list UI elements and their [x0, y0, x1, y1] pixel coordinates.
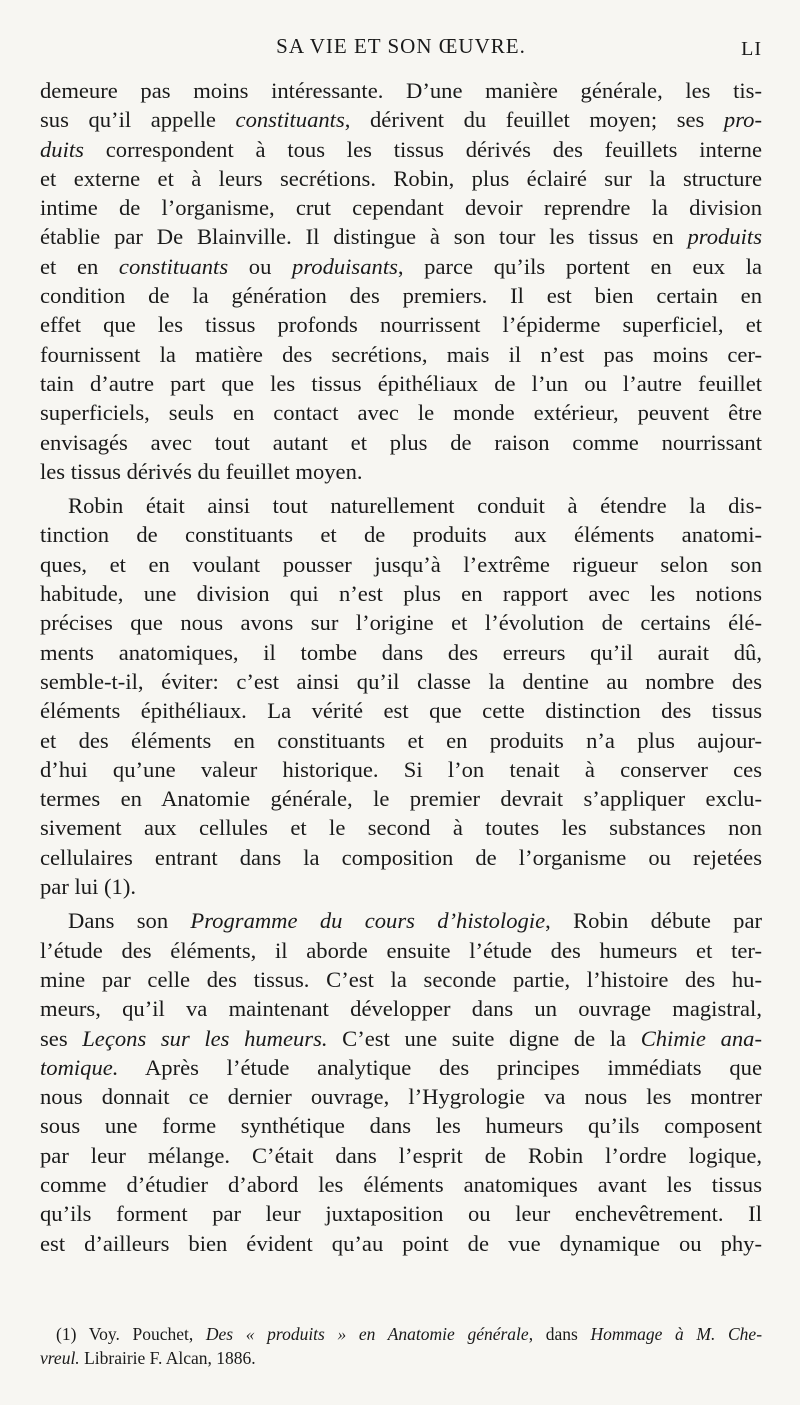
text-line: sous une forme synthétique dans les humeurs qu’ils composent: [40, 1113, 762, 1139]
text-line: condition de la génération des premiers. Il est bien certain en: [40, 283, 762, 309]
text-line: éléments épithéliaux. La vérité est que cette distinction des tissus: [40, 698, 762, 724]
text-line: établie par De Blainville. Il distingue à son tour les tissus en produits: [40, 224, 762, 250]
running-head: SA VIE ET SON ŒUVRE.: [276, 34, 526, 58]
page-number: LI: [741, 38, 762, 60]
footnotes: [40, 1322, 762, 1370]
text-line: sus qu’il appelle constituants, dérivent du feuillet moyen; ses pro-: [40, 107, 762, 133]
text-line: précises que nous avons sur l’origine et l’évolution de certains élé-: [40, 610, 762, 636]
text-line: et en constituants ou produisants, parce qu’ils portent en eux la: [40, 253, 762, 279]
text-line: d’hui qu’une valeur historique. Si l’on tenait à conserver ces: [40, 756, 762, 782]
text-line: tain d’autre part que les tissus épithéliaux de l’un ou l’autre feuillet: [40, 370, 762, 396]
text-line: l’étude des éléments, il aborde ensuite l’étude des humeurs et ter-: [40, 937, 762, 963]
text-line: effet que les tissus profonds nourrissent l’épiderme superficiel, et: [40, 312, 762, 338]
text-line: mine par celle des tissus. C’est la seconde partie, l’histoire des hu-: [40, 966, 762, 992]
footnote-line: vreul. Librairie F. Alcan, 1886.: [40, 1348, 256, 1368]
text-line: qu’ils forment par leur juxtaposition ou leur enchevêtrement. Il: [40, 1201, 762, 1227]
text-line: semble-t-il, éviter: c’est ainsi qu’il classe la dentine au nombre des: [40, 668, 762, 694]
body-text: [40, 76, 762, 1258]
text-line: ses Leçons sur les humeurs. C’est une suite digne de la Chimie ana-: [40, 1025, 762, 1051]
text-line: intime de l’organisme, crut cependant devoir reprendre la division: [40, 195, 762, 221]
footnote-line: (1) Voy. Pouchet, Des « produits » en Anatomie générale, dans Hommage à M. Che-: [56, 1324, 763, 1344]
text-line: est d’ailleurs bien évident qu’au point de vue dynamique ou phy-: [40, 1230, 762, 1256]
text-line: habitude, une division qui n’est plus en rapport avec les notions: [40, 581, 762, 607]
text-line: cellulaires entrant dans la composition de l’organisme ou rejetées: [40, 844, 762, 870]
text-line: et externe et à leurs secrétions. Robin, plus éclairé sur la structure: [40, 165, 762, 191]
paragraph-start: Dans son Programme du cours d’histologie, Robin débute par: [68, 908, 763, 934]
text-line: ments anatomiques, il tombe dans des erreurs qu’il aurait dû,: [40, 639, 762, 665]
text-line: nous donnait ce dernier ouvrage, l’Hygrologie va nous les montrer: [40, 1084, 762, 1110]
paragraph-start: Robin était ainsi tout naturellement conduit à étendre la dis-: [68, 493, 762, 519]
text-line: termes en Anatomie générale, le premier devrait s’appliquer exclu-: [40, 786, 762, 812]
text-line: ques, et en voulant pousser jusqu’à l’extrême rigueur selon son: [40, 551, 762, 577]
text-line: par leur mélange. C’était dans l’esprit de Robin l’ordre logique,: [40, 1142, 762, 1168]
text-line: sivement aux cellules et le second à toutes les substances non: [40, 815, 762, 841]
text-line: fournissent la matière des secrétions, mais il n’est pas moins cer-: [40, 341, 762, 367]
text-line: comme d’étudier d’abord les éléments anatomiques avant les tissus: [40, 1171, 762, 1197]
text-line: par lui (1).: [40, 874, 136, 900]
text-line: envisagés avec tout autant et plus de raison comme nourrissant: [40, 429, 762, 455]
text-line: et des éléments en constituants et en produits n’a plus aujour-: [40, 727, 762, 753]
text-line: tomique. Après l’étude analytique des principes immédiats que: [40, 1054, 762, 1080]
text-line: demeure pas moins intéressante. D’une manière générale, les tis-: [40, 78, 762, 103]
text-line: les tissus dérivés du feuillet moyen.: [40, 458, 363, 484]
page-header: [40, 32, 762, 62]
text-line: tinction de constituants et de produits aux éléments anatomi-: [40, 522, 762, 548]
text-line: superficiels, seuls en contact avec le monde extérieur, peuvent être: [40, 400, 762, 426]
text-line: meurs, qu’il va maintenant développer dans un ouvrage magistral,: [40, 996, 762, 1022]
text-line: duits correspondent à tous les tissus dérivés des feuillets interne: [40, 136, 762, 162]
